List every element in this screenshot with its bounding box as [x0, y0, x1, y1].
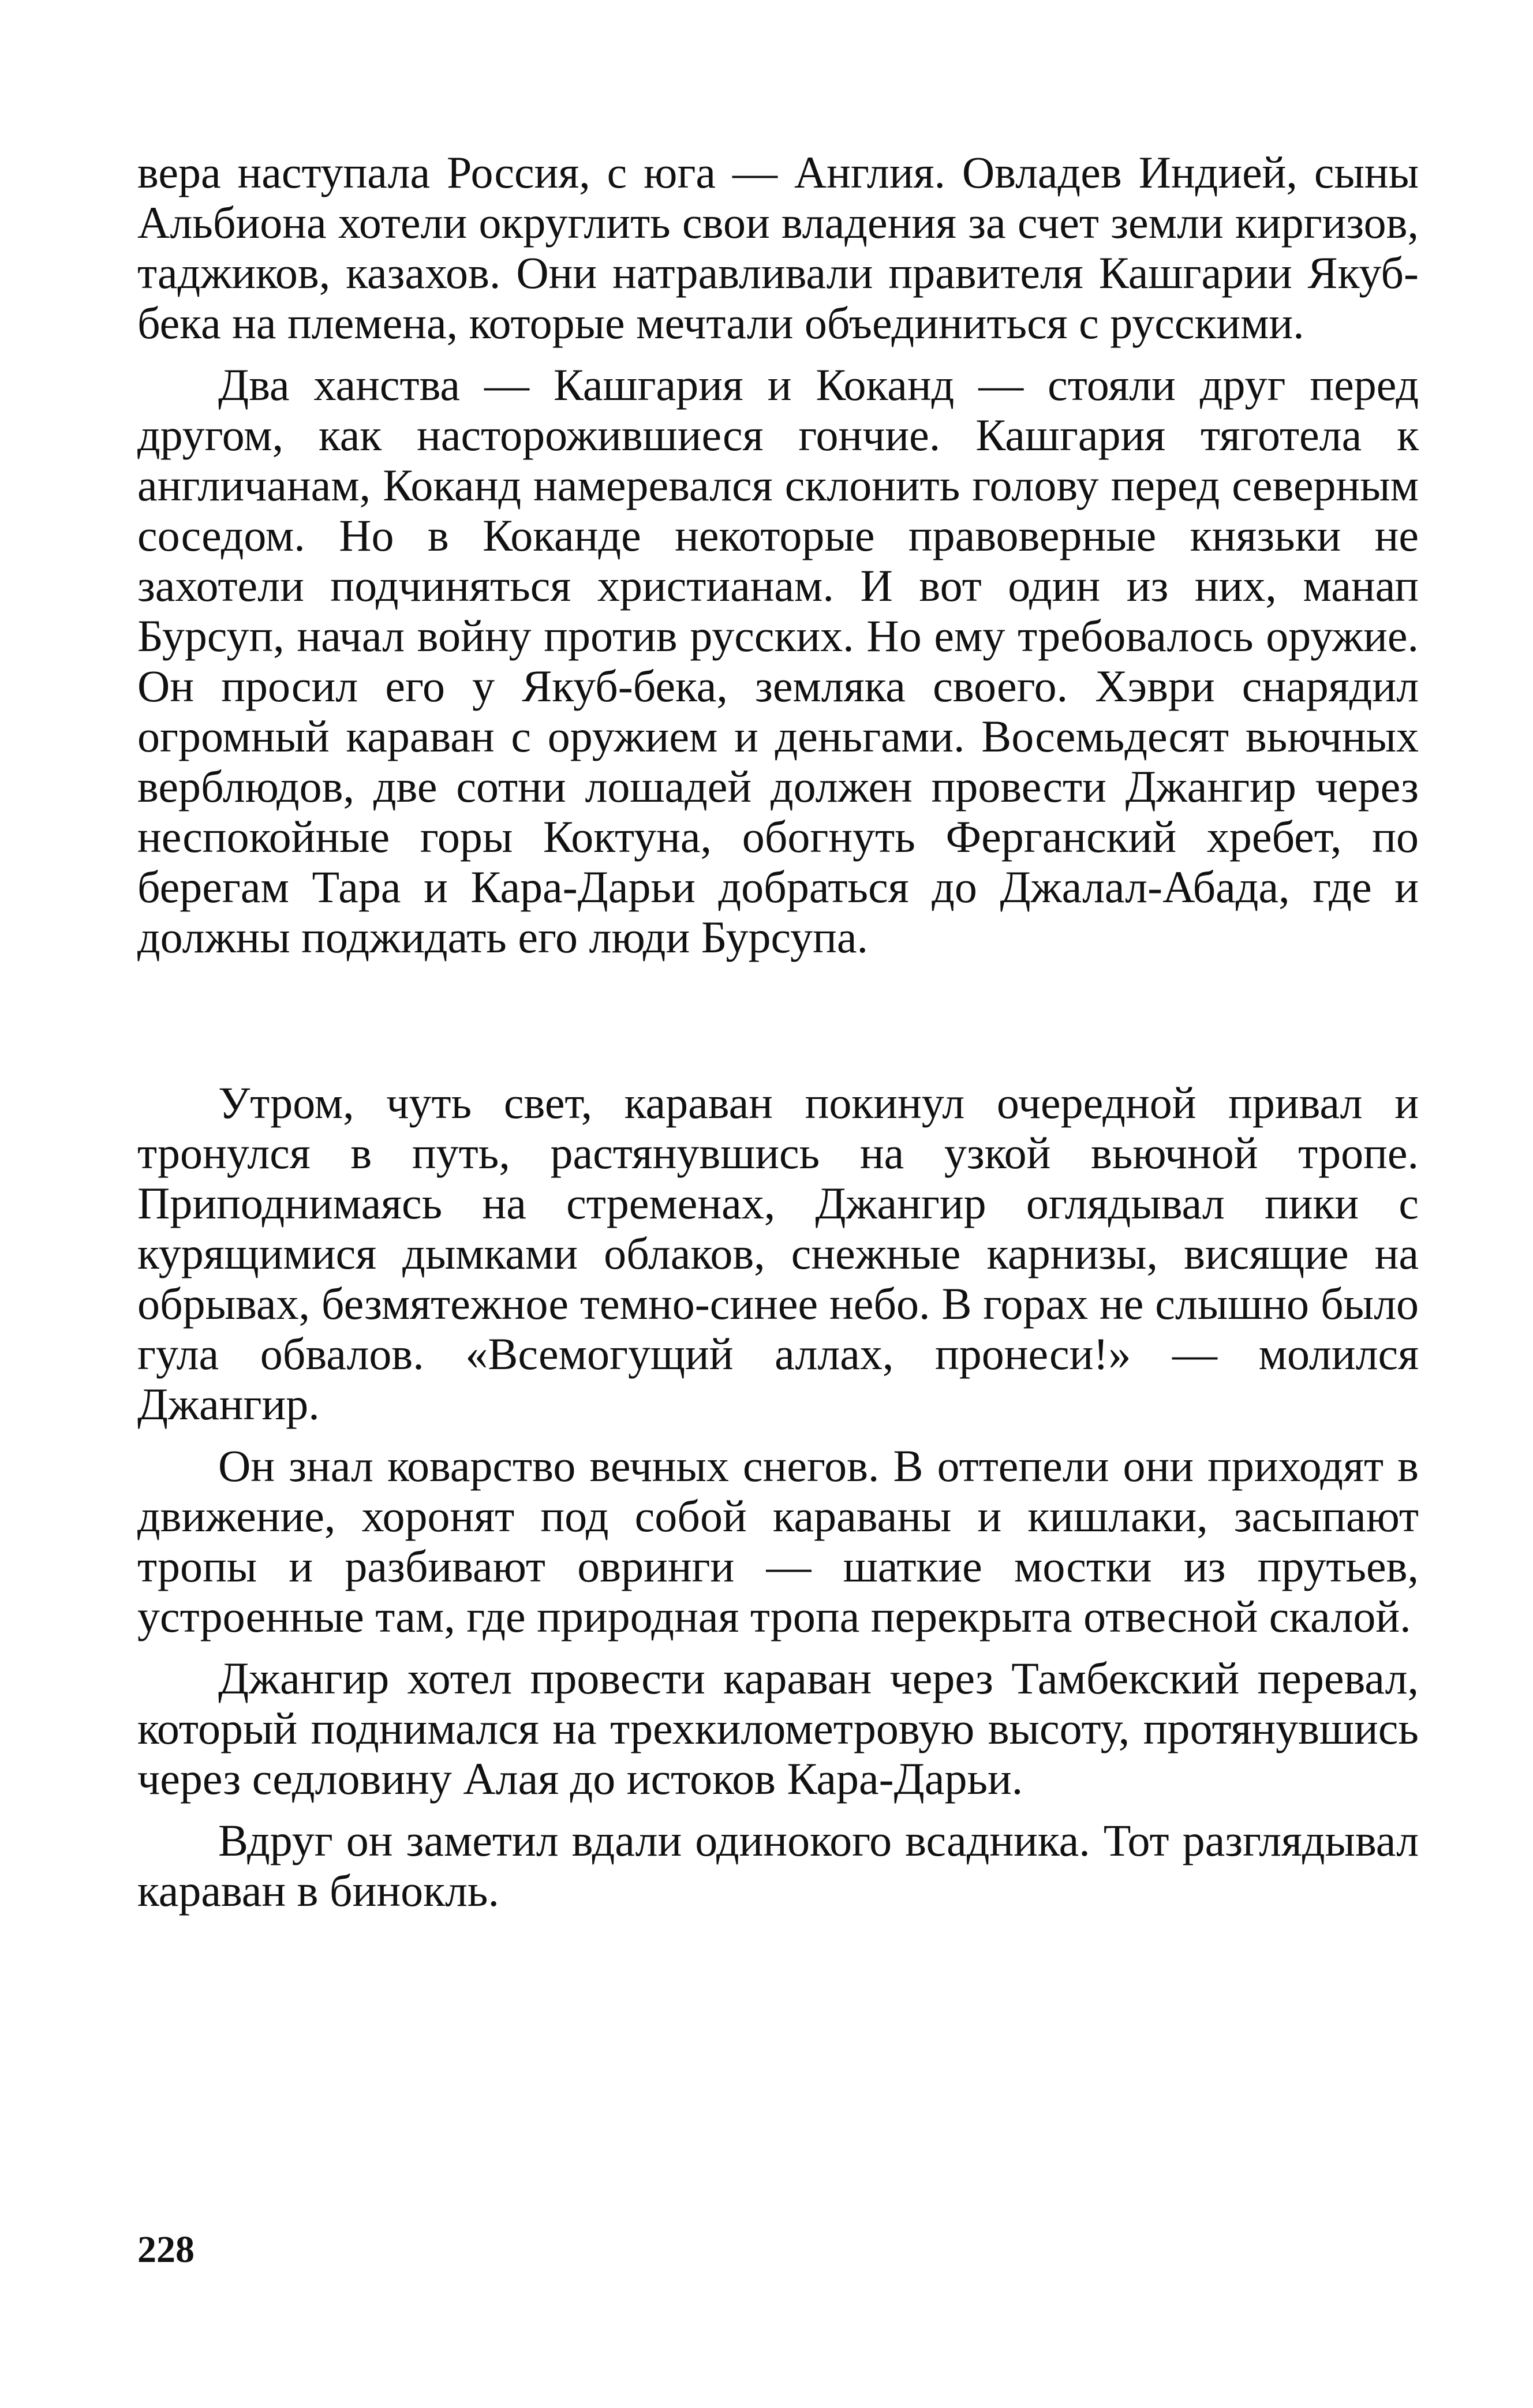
paragraph-3: Утром, чуть свет, караван покинул очередной привал и тронулся в путь, растянувшись на узкой вьючной тропе. Приподнимаясь на стременах, Джангир оглядывал пики с курящимися дымками облаков, снежные карнизы, висящие на обрывах, безмятежное темно-синее небо. В горах не слышно было гула обвалов. «Всемогущий аллах, пронеси!» — молился Джангир. — [137, 1078, 1419, 1429]
book-page — [137, 147, 1419, 1916]
paragraph-6: Вдруг он заметил вдали одинокого всадника. Тот разглядывал караван в бинокль. — [137, 1815, 1419, 1916]
page-number: 228 — [137, 2228, 195, 2271]
paragraph-1: вера наступала Россия, с юга — Англия. Овладев Индией, сыны Альбиона хотели округлить свои владения за счет земли киргизов, таджиков, казахов. Они натравливали правителя Кашгарии Якуб-бека на племена, которые мечтали объединиться с русскими. — [137, 147, 1419, 348]
paragraph-2: Два ханства — Кашгария и Коканд — стояли друг перед другом, как насторожившиеся гончие. Кашгария тяготела к англичанам, Коканд намеревался склонить голову перед северным соседом. Но в Коканде некоторые правоверные князьки не захотели подчиняться христианам. И вот один из них, манап Бурсуп, начал войну против русских. Но ему требовалось оружие. Он просил его у Якуб-бека, земляка своего. Хэври снарядил огромный караван с оружием и деньгами. Восемьдесят вьючных верблюдов, две сотни лошадей должен провести Джангир через неспокойные горы Коктуна, обогнуть Ферганский хребет, по берегам Тара и Кара-Дарьи добраться до Джалал-Абада, где и должны поджидать его люди Бурсупа. — [137, 360, 1419, 962]
paragraph-5: Джангир хотел провести караван через Тамбекский перевал, который поднимался на трехкилометровую высоту, протянувшись через седловину Алая до истоков Кара-Дарьи. — [137, 1653, 1419, 1804]
paragraph-4: Он знал коварство вечных снегов. В оттепели они приходят в движение, хоронят под собой караваны и кишлаки, засыпают тропы и разбивают овринги — шаткие мостки из прутьев, устроенные там, где природная тропа перекрыта отвесной скалой. — [137, 1441, 1419, 1642]
section-break — [137, 962, 1419, 1078]
